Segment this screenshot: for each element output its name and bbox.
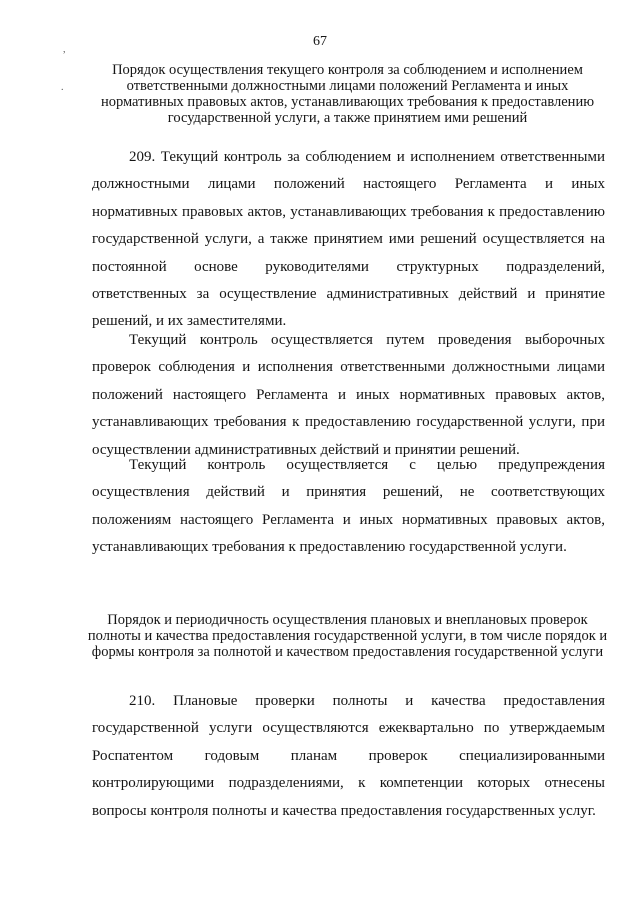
paragraph-current-control-purpose: Текущий контроль осуществляется с целью предупреждения осуществления действий и принятия решений, не соответствующих положениям настоящего Регламента и иных нормативных правовых актов, устанавливающих требования к предоставлению государственной услуги. (92, 457, 605, 556)
section-heading-current-control: Порядок осуществления текущего контроля за соблюдением и исполнением ответственными должностными лицами положений Регламента и иных нормативных правовых актов, устанавливающих требования к предоставлению государственной услуги, а также принятием ими решений (100, 62, 595, 126)
paragraph-current-control-method: Текущий контроль осуществляется путем проведения выборочных проверок соблюдения и исполнения ответственными должностными лицами положений настоящего Регламента и иных нормативных правовых актов, устанавливающих требования к предоставлению государственной услуги, при осуществлении административных действий и принятии решений. (92, 332, 605, 458)
paragraph-209: 209. Текущий контроль за соблюдением и исполнением ответственными должностными лицами положений настоящего Регламента и иных нормативных правовых актов, устанавливающих требования к предоставлению государственной услуги, а также принятием ими решений осуществляется на постоянной основе руководителями структурных подразделений, ответственных за осуществление административных действий и принятие решений, и их заместителями. (92, 149, 605, 330)
scan-speck-mark: , (63, 44, 66, 55)
scan-speck-mark: . (61, 82, 64, 93)
page-number: 67 (313, 34, 327, 49)
paragraph-210: 210. Плановые проверки полноты и качества предоставления государственной услуги осуществляются ежеквартально по утверждаемым Роспатентом годовым планам проверок специализированными контролирующими подразделениями, к компетенции которых отнесены вопросы контроля полноты и качества предоставления государственных услуг. (92, 693, 605, 819)
section-heading-inspections: Порядок и периодичность осуществления плановых и внеплановых проверок полноты и качества предоставления государственной услуги, в том числе порядок и формы контроля за полнотой и качеством предоставления государственной услуги (87, 612, 608, 660)
